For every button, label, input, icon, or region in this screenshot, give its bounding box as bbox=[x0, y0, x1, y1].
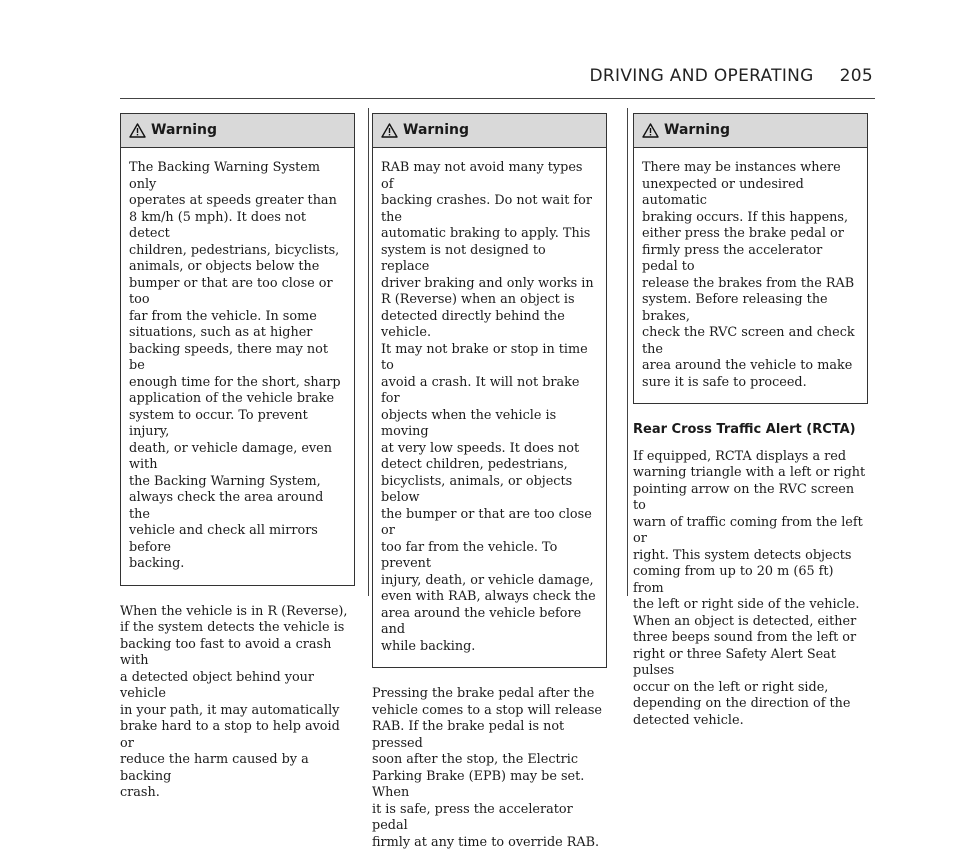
text-line: the Backing Warning System, bbox=[129, 474, 346, 491]
text-line: far from the vehicle. In some bbox=[129, 309, 346, 326]
text-line: three beeps sound from the left or bbox=[633, 630, 868, 647]
header-rule bbox=[120, 98, 875, 99]
text-line: it is safe, press the accelerator pedal bbox=[372, 802, 607, 835]
text-line: vehicle comes to a stop will release bbox=[372, 703, 607, 720]
text-line: situations, such as at higher bbox=[129, 325, 346, 342]
text-line: the bumper or that are too close or bbox=[381, 507, 598, 540]
warning-title: Warning bbox=[664, 122, 730, 139]
column-2 bbox=[372, 113, 607, 851]
text-line: at very low speeds. It does not bbox=[381, 441, 598, 458]
warning-triangle-icon bbox=[129, 123, 146, 138]
text-line: vehicle and check all mirrors before bbox=[129, 523, 346, 556]
text-line: firmly press the accelerator pedal to bbox=[642, 243, 859, 276]
text-line: warn of traffic coming from the left or bbox=[633, 515, 868, 548]
text-line: children, pedestrians, bicyclists, bbox=[129, 243, 346, 260]
text-line: injury, death, or vehicle damage, bbox=[381, 573, 598, 590]
text-line: When the vehicle is in R (Reverse), bbox=[120, 604, 355, 621]
text-line: firmly at any time to override RAB. bbox=[372, 835, 607, 851]
text-line: while backing. bbox=[381, 639, 598, 656]
text-line: sure it is safe to proceed. bbox=[642, 375, 859, 392]
body-paragraph bbox=[633, 449, 868, 730]
text-line: backing crashes. Do not wait for the bbox=[381, 193, 598, 226]
text-line: soon after the stop, the Electric bbox=[372, 752, 607, 769]
text-line: detected directly behind the vehicle. bbox=[381, 309, 598, 342]
text-line: system. Before releasing the brakes, bbox=[642, 292, 859, 325]
warning-triangle-icon bbox=[642, 123, 659, 138]
text-line: death, or vehicle damage, even with bbox=[129, 441, 346, 474]
text-line: system is not designed to replace bbox=[381, 243, 598, 276]
page-header bbox=[120, 66, 873, 86]
text-line: objects when the vehicle is moving bbox=[381, 408, 598, 441]
text-line: Parking Brake (EPB) may be set. When bbox=[372, 769, 607, 802]
text-line: in your path, it may automatically bbox=[120, 703, 355, 720]
text-line: release the brakes from the RAB bbox=[642, 276, 859, 293]
body-paragraph bbox=[372, 686, 607, 851]
text-line: Pressing the brake pedal after the bbox=[372, 686, 607, 703]
text-line: operates at speeds greater than bbox=[129, 193, 346, 210]
section-title: DRIVING AND OPERATING bbox=[590, 66, 814, 86]
column-3 bbox=[633, 113, 868, 729]
text-line: backing. bbox=[129, 556, 346, 573]
warning-box bbox=[120, 113, 355, 586]
text-line: right. This system detects objects bbox=[633, 548, 868, 565]
text-line: always check the area around the bbox=[129, 490, 346, 523]
text-line: occur on the left or right side, bbox=[633, 680, 868, 697]
text-line: a detected object behind your vehicle bbox=[120, 670, 355, 703]
text-line: unexpected or undesired automatic bbox=[642, 177, 859, 210]
warning-text bbox=[121, 148, 354, 585]
text-line: enough time for the short, sharp bbox=[129, 375, 346, 392]
text-line: It may not brake or stop in time to bbox=[381, 342, 598, 375]
warning-title: Warning bbox=[151, 122, 217, 139]
text-line: R (Reverse) when an object is bbox=[381, 292, 598, 309]
warning-header bbox=[121, 114, 354, 148]
text-line: check the RVC screen and check the bbox=[642, 325, 859, 358]
text-line: detect children, pedestrians, bbox=[381, 457, 598, 474]
text-line: automatic braking to apply. This bbox=[381, 226, 598, 243]
warning-header bbox=[373, 114, 606, 148]
text-line: system to occur. To prevent injury, bbox=[129, 408, 346, 441]
text-line: backing too fast to avoid a crash with bbox=[120, 637, 355, 670]
text-line: bumper or that are too close or too bbox=[129, 276, 346, 309]
text-line: the left or right side of the vehicle. bbox=[633, 597, 868, 614]
text-line: avoid a crash. It will not brake for bbox=[381, 375, 598, 408]
warning-text bbox=[634, 148, 867, 403]
text-line: detected vehicle. bbox=[633, 713, 868, 730]
column-divider bbox=[368, 108, 369, 596]
text-line: area around the vehicle before and bbox=[381, 606, 598, 639]
warning-box bbox=[633, 113, 868, 404]
text-line: The Backing Warning System only bbox=[129, 160, 346, 193]
text-line: depending on the direction of the bbox=[633, 696, 868, 713]
text-line: bicyclists, animals, or objects below bbox=[381, 474, 598, 507]
text-line: area around the vehicle to make bbox=[642, 358, 859, 375]
text-line: brake hard to a stop to help avoid or bbox=[120, 719, 355, 752]
text-line: right or three Safety Alert Seat pulses bbox=[633, 647, 868, 680]
text-line: If equipped, RCTA displays a red bbox=[633, 449, 868, 466]
text-line: if the system detects the vehicle is bbox=[120, 620, 355, 637]
text-line: warning triangle with a left or right bbox=[633, 465, 868, 482]
text-line: even with RAB, always check the bbox=[381, 589, 598, 606]
text-line: pointing arrow on the RVC screen to bbox=[633, 482, 868, 515]
text-line: reduce the harm caused by a backing bbox=[120, 752, 355, 785]
text-line: too far from the vehicle. To prevent bbox=[381, 540, 598, 573]
text-line: There may be instances where bbox=[642, 160, 859, 177]
text-line: braking occurs. If this happens, bbox=[642, 210, 859, 227]
text-line: 8 km/h (5 mph). It does not detect bbox=[129, 210, 346, 243]
warning-triangle-icon bbox=[381, 123, 398, 138]
text-line: RAB may not avoid many types of bbox=[381, 160, 598, 193]
column-divider bbox=[627, 108, 628, 596]
warning-text bbox=[373, 148, 606, 667]
text-line: coming from up to 20 m (65 ft) from bbox=[633, 564, 868, 597]
text-line: driver braking and only works in bbox=[381, 276, 598, 293]
warning-header bbox=[634, 114, 867, 148]
section-heading: Rear Cross Traffic Alert (RCTA) bbox=[633, 422, 868, 439]
warning-box bbox=[372, 113, 607, 668]
text-line: animals, or objects below the bbox=[129, 259, 346, 276]
text-line: When an object is detected, either bbox=[633, 614, 868, 631]
text-line: RAB. If the brake pedal is not pressed bbox=[372, 719, 607, 752]
page-number: 205 bbox=[840, 66, 873, 86]
warning-title: Warning bbox=[403, 122, 469, 139]
text-line: backing speeds, there may not be bbox=[129, 342, 346, 375]
body-paragraph bbox=[120, 604, 355, 802]
text-line: application of the vehicle brake bbox=[129, 391, 346, 408]
column-1 bbox=[120, 113, 355, 802]
text-line: either press the brake pedal or bbox=[642, 226, 859, 243]
text-line: crash. bbox=[120, 785, 355, 802]
